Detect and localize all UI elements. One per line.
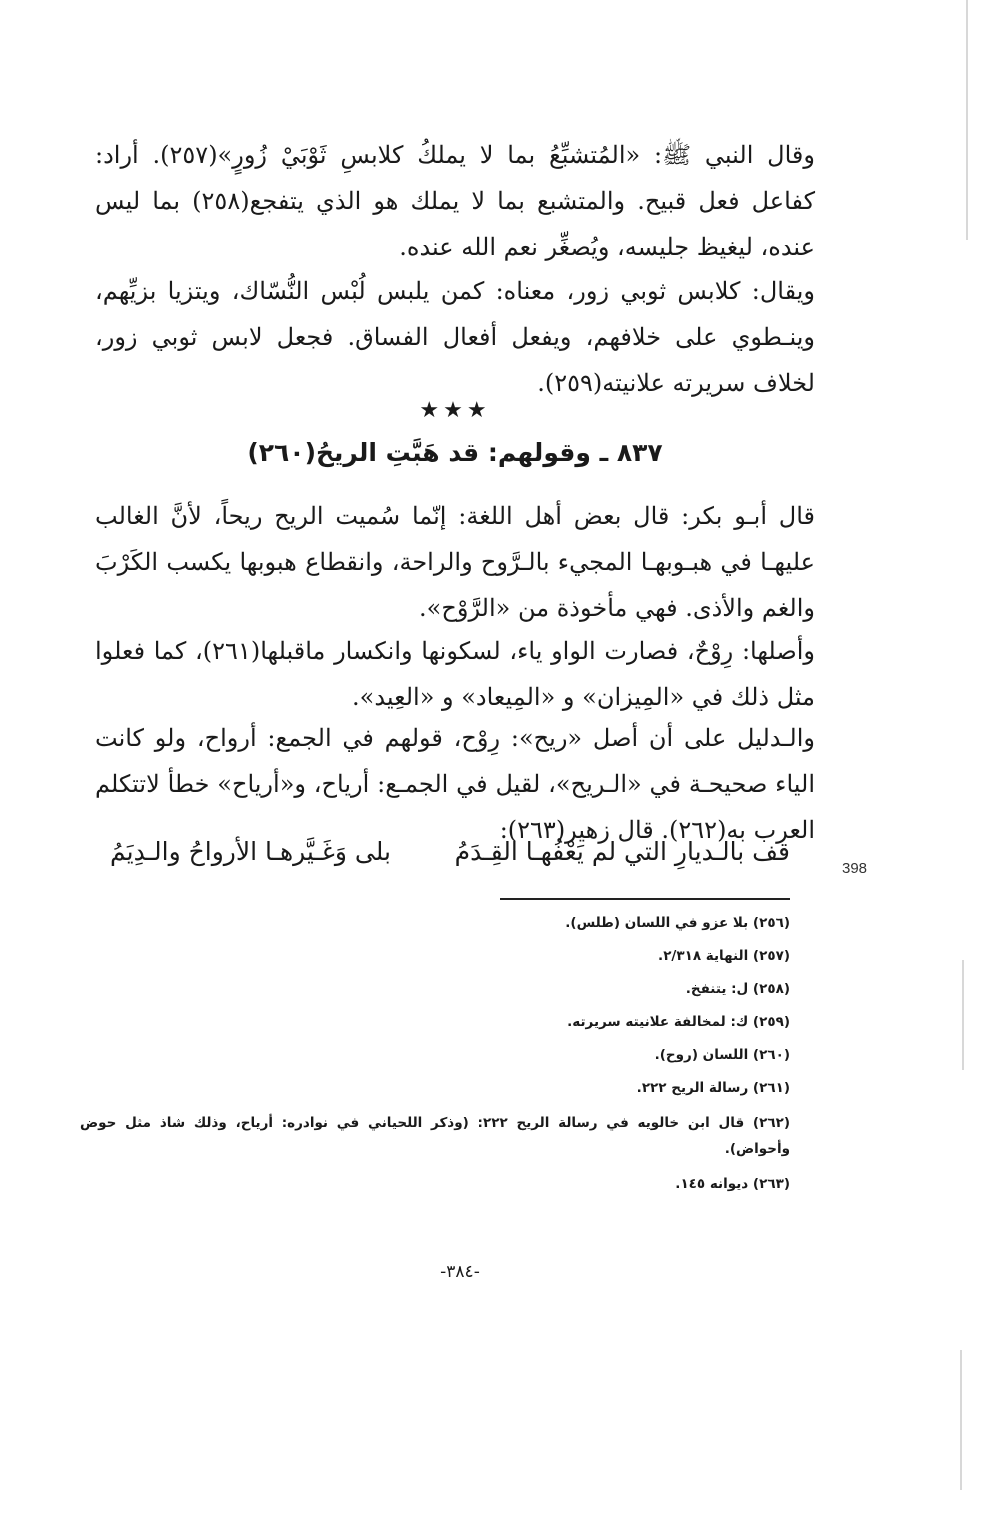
footnote: (٢٦١) رسالة الريح ٢٢٢. — [636, 1080, 790, 1096]
poem-verse — [110, 830, 790, 874]
footnote: (٢٦٠) اللسان (روح). — [654, 1047, 790, 1063]
paragraph-abu-bakr: قال أبـو بكر: قال بعض أهل اللغة: إنّما سُميت الريح ريحاً، لأنَّ الغالب عليهـا في هبـوبهـا المجيء بالـرَّوح والراحة، وانقطاع هبوبها يكسب الكَرْبَ والغم والأذى. فهي مأخوذة من «الرَّوْح». — [95, 502, 815, 622]
page-number: -٣٨٤- — [440, 1262, 480, 1282]
paragraph-explanation: ويقال: كلابس ثوبي زور، معناه: كمن يلبس لُبْس النُّسّاك، ويتزيا بزيِّهم، وينـطوي على خلافهم، ويفعل أفعال الفساق. فجعل لابس ثوبي زور، لخلاف سريرته علانيته(٢٥٩). — [95, 277, 815, 397]
section-heading: ٨٣٧ ـ وقولهم: قد هَبَّتِ الريحُ(٢٦٠) — [247, 438, 663, 467]
footnote: (٢٦٢) قال ابن خالويه في رسالة الريح ٢٢٢: (وذكر اللحياني في نوادره: أرياح، وذلك شاذ مثل حوض وأحواض). — [80, 1115, 791, 1157]
poem-first-hemistich: قف بالـديارِ التي لم يَعْفُهـا القِـدَمُ — [454, 837, 790, 866]
section-divider-stars: ★★★ — [419, 398, 491, 423]
footnote: (٢٥٧) النهاية ٢/٣١٨. — [658, 948, 790, 964]
poem-second-hemistich: بلى وَغَـيَّرهـا الأرواحُ والـدِيَمُ — [110, 837, 391, 866]
footnote: (٢٥٨) ل: يتنفخ. — [685, 981, 790, 997]
scan-edge-mark — [960, 1350, 962, 1490]
footnote: (٢٦٣) ديوانه ١٤٥. — [675, 1176, 790, 1192]
paragraph-evidence: والـدليل على أن أصل «ريح»: رِوْح، قولهم في الجمع: أرواح، ولو كانت الياء صحيحـة في «الـريح»، لقيل في الجمـع: أرياح، و«أرياح» خطأ لاتتكلم العرب به(٢٦٢). قال زهير(٢٦٣): — [95, 724, 815, 844]
footnote: (٢٥٩) ك: لمخالفة علانيته سريرته. — [567, 1014, 790, 1030]
scan-edge-mark — [966, 0, 968, 240]
footnotes — [80, 912, 790, 1206]
scan-edge-mark — [962, 960, 964, 1070]
side-page-number: 398 — [842, 860, 868, 877]
footnote-divider — [500, 898, 790, 900]
paragraph-origin: وأصلها: رِوْحٌ، فصارت الواو ياء، لسكونها وانكسار ماقبلها(٢٦١)، كما فعلوا مثل ذلك في «المِيزان» و «المِيعاد» و «العِيد». — [95, 637, 815, 711]
paragraph-hadith: وقال النبي ﷺ: «المُتشبِّعُ بما لا يملكُ كلابسِ ثَوْبَيْ زُورٍ»(٢٥٧). أراد: كفاعل فعل قبيح. والمتشبع بما لا يملك هو الذي يتفجع(٢٥٨) بما ليس عنده، ليغيظ جليسه، ويُصغِّر نعم الله عنده. — [95, 141, 816, 261]
footnote: (٢٥٦) بلا عزو في اللسان (طلس). — [565, 915, 790, 931]
